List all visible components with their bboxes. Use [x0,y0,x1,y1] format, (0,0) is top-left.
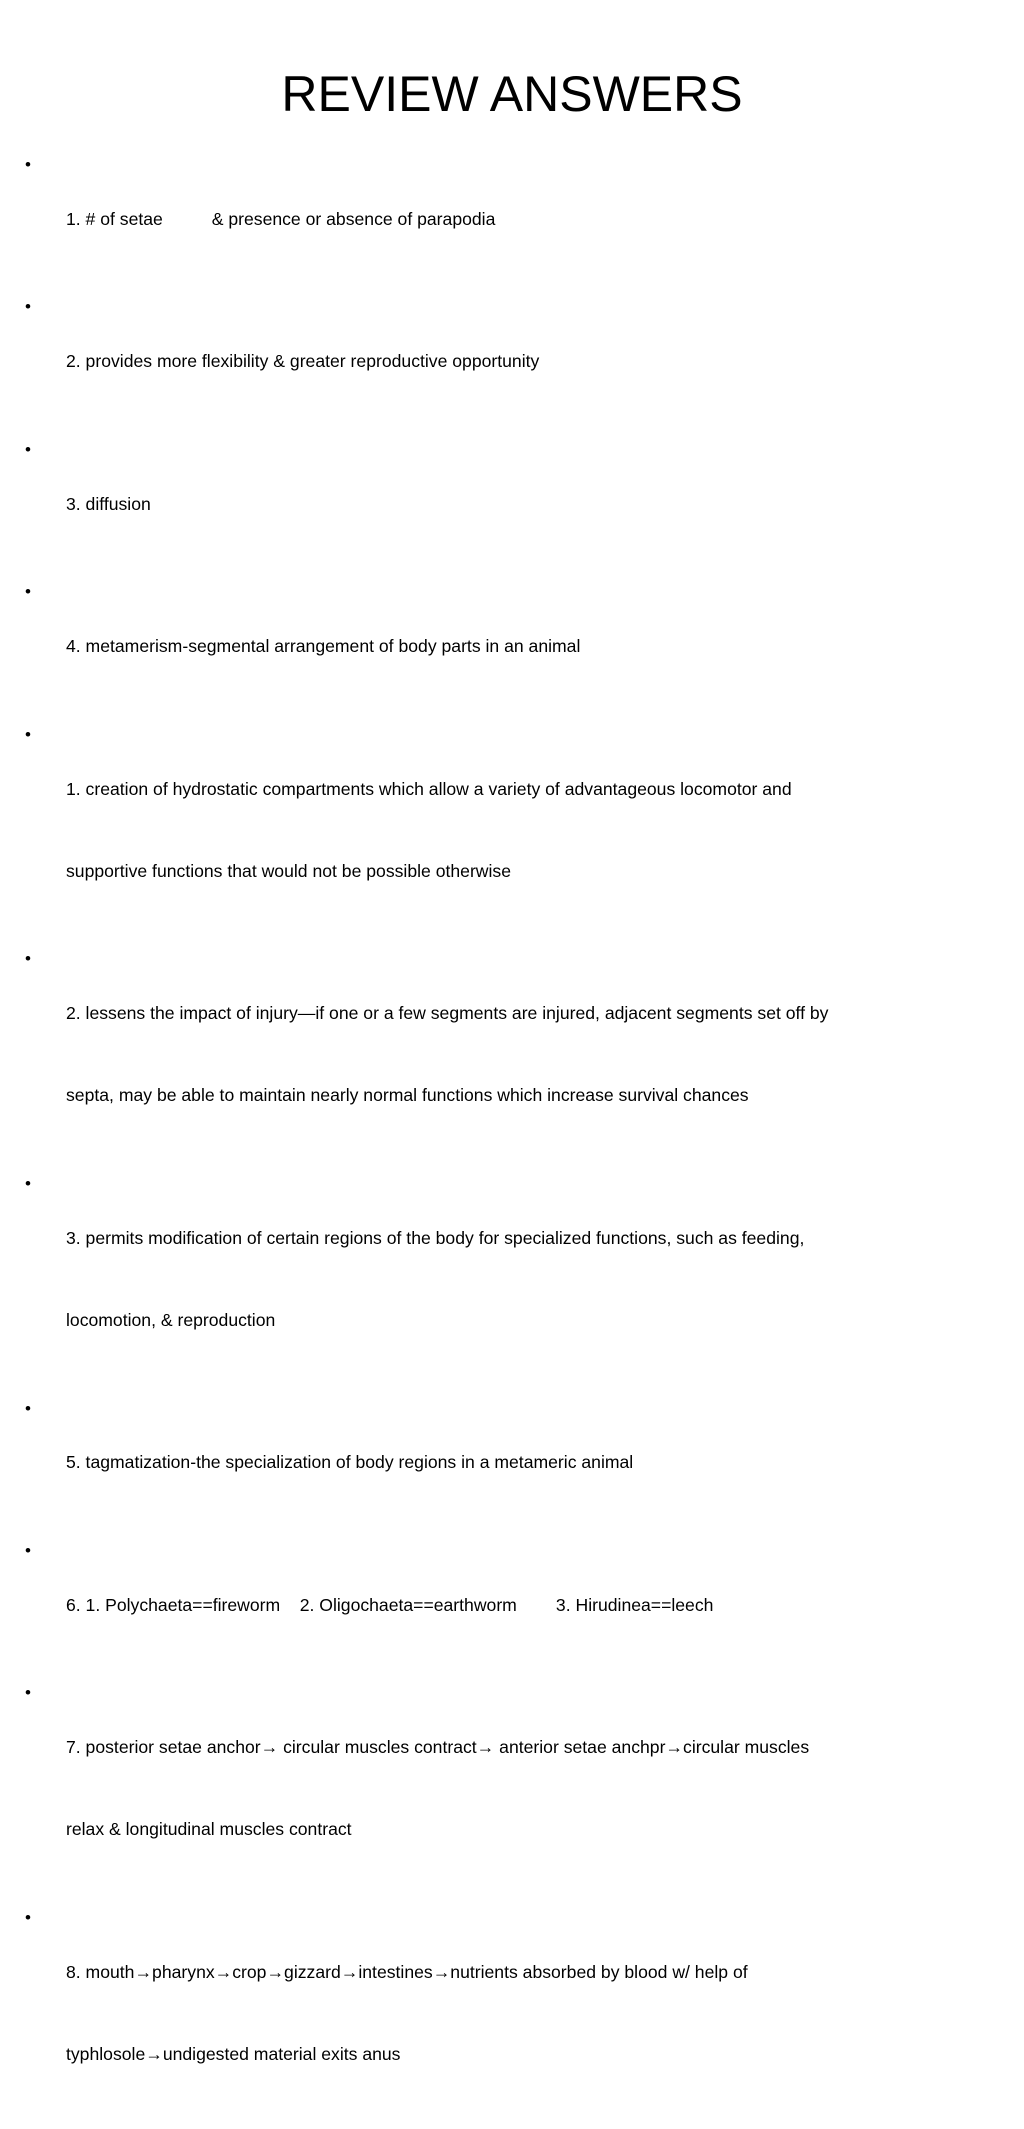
bullet-icon: • [25,297,31,317]
bullet-icon: • [25,949,31,969]
list-item [22,1170,1002,1389]
bullet-icon: • [25,1908,31,1928]
bullet-line: 2. provides more flexibility & greater reproductive opportunity [66,351,540,372]
bullet-icon: • [25,1398,31,1418]
list-item [22,1679,1002,1898]
bullet-line: 5. tagmatization-the specialization of body regions in a metameric animal [66,1452,634,1473]
bullet-icon: • [25,582,31,602]
bullet-icon: • [25,1683,31,1703]
bullet-text [66,578,1002,715]
bullet-line: 3. diffusion [66,493,151,514]
list-item [22,1904,1002,2123]
bullet-line: typhlosole→undigested material exits anus [66,2044,401,2065]
bullet-text [66,1679,1002,1898]
bullet-icon: • [25,155,31,174]
bullet-line: locomotion, & reproduction [66,1310,276,1330]
bullet-text [66,293,1002,430]
bullet-text [66,945,1002,1164]
bullet-text [66,721,1002,940]
bullet-icon: • [25,1173,31,1193]
list-item [22,1537,1002,1674]
bullet-line: septa, may be able to maintain nearly normal functions which increase survival chances [66,1085,749,1106]
bullet-line: 6. 1. Polychaeta==fireworm 2. Oligochaeta==earthworm 3. Hirudinea==leech [66,1594,714,1615]
bullet-line: 1. # of setae & presence or absence of parapodia [66,208,496,229]
bullet-line: 7. posterior setae anchor→ circular muscles contract→ anterior setae anchpr→circular muscles [66,1737,810,1758]
list-item [22,293,1002,430]
bullet-line: relax & longitudinal muscles contract [66,1819,352,1840]
bullet-text [66,151,1002,288]
bullet-line: 8. mouth→pharynx→crop→gizzard→intestines→nutrients absorbed by blood w/ help of [66,1961,748,1982]
bullet-icon: • [25,724,31,744]
list-item [22,1395,1002,1532]
bullet-text [66,1170,1002,1389]
bullet-line: supportive functions that would not be possible otherwise [66,860,511,881]
bullet-line: 4. metamerism-segmental arrangement of body parts in an animal [66,636,581,657]
bullet-text [66,1395,1002,1532]
list-item [22,151,1002,288]
list-item [22,721,1002,940]
list-item [22,945,1002,1164]
bullet-text [66,1904,1002,2123]
list-item [22,578,1002,715]
bullet-list [22,151,1002,2129]
bullet-icon: • [25,1541,31,1561]
bullet-text [66,1537,1002,1674]
bullet-line: 1. creation of hydrostatic compartments which allow a variety of advantageous locomotor and [66,778,792,799]
bullet-line: 2. lessens the impact of injury—if one or a few segments are injured, adjacent segments set off by [66,1003,829,1024]
bullet-text [66,436,1002,573]
bullet-icon: • [25,439,31,459]
bullet-line: 3. permits modification of certain regions of the body for specialized functions, such as feeding, [66,1227,805,1248]
slide-title: REVIEW ANSWERS [281,66,743,122]
list-item [22,436,1002,573]
